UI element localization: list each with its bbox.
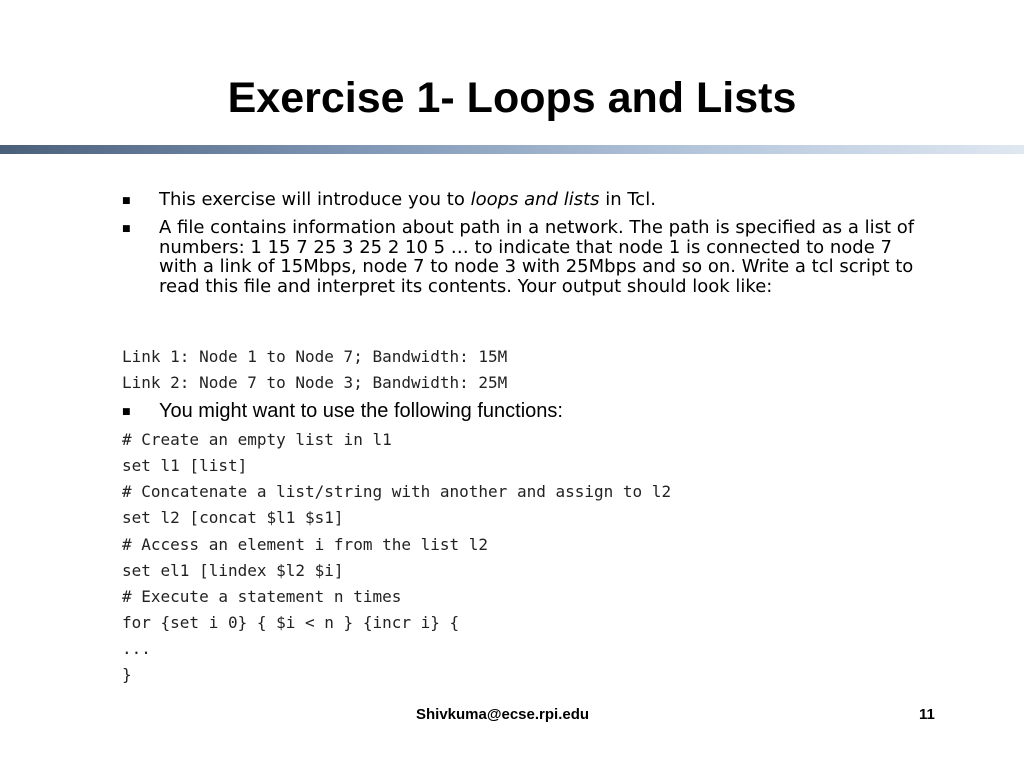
bullet-1-text-end: in Tcl.	[599, 189, 656, 210]
bullet-1-emphasis: loops and lists	[470, 189, 600, 210]
bullet-2-text: A file contains information about path in a network. The path is specified as a list of numbers: 1 15 7 25 3 25 2 10 5 … to indicate that node 1 is connected to node 7 with a link of 15Mbps, node 7 to node 3 with 25Mbps and so on. Write a tcl script to read this file and interpret its contents. Your output should look like:	[159, 217, 915, 297]
bullet-marker: ■	[122, 196, 131, 206]
bullet-marker: ■	[122, 407, 131, 417]
code-line-6: set el1 [lindex $l2 $i]	[122, 561, 344, 580]
slide-page-number: 11	[919, 706, 935, 723]
title-divider-bar	[0, 145, 1024, 154]
code-line-2: set l1 [list]	[122, 456, 248, 475]
bullet-3-text: You might want to use the following functions:	[159, 400, 563, 422]
bullet-1-text-start: This exercise will introduce you to	[159, 189, 471, 210]
code-line-7: # Execute a statement n times	[122, 587, 402, 606]
output-line-2: Link 2: Node 7 to Node 3; Bandwidth: 25M	[122, 373, 508, 392]
slide-title: Exercise 1- Loops and Lists	[227, 74, 797, 122]
output-line-1: Link 1: Node 1 to Node 7; Bandwidth: 15M	[122, 347, 508, 366]
code-line-4: set l2 [concat $l1 $s1]	[122, 508, 344, 527]
bullet-marker: ■	[122, 224, 131, 234]
code-line-10: }	[122, 665, 132, 684]
code-line-5: # Access an element i from the list l2	[122, 535, 489, 554]
code-line-9: ...	[122, 639, 151, 658]
footer-email: Shivkuma@ecse.rpi.edu	[416, 706, 590, 723]
code-line-3: # Concatenate a list/string with another and assign to l2	[122, 482, 672, 501]
bullet-1-text	[159, 190, 919, 210]
code-line-1: # Create an empty list in l1	[122, 430, 392, 449]
code-line-8: for {set i 0} { $i < n } {incr i} {	[122, 613, 460, 632]
